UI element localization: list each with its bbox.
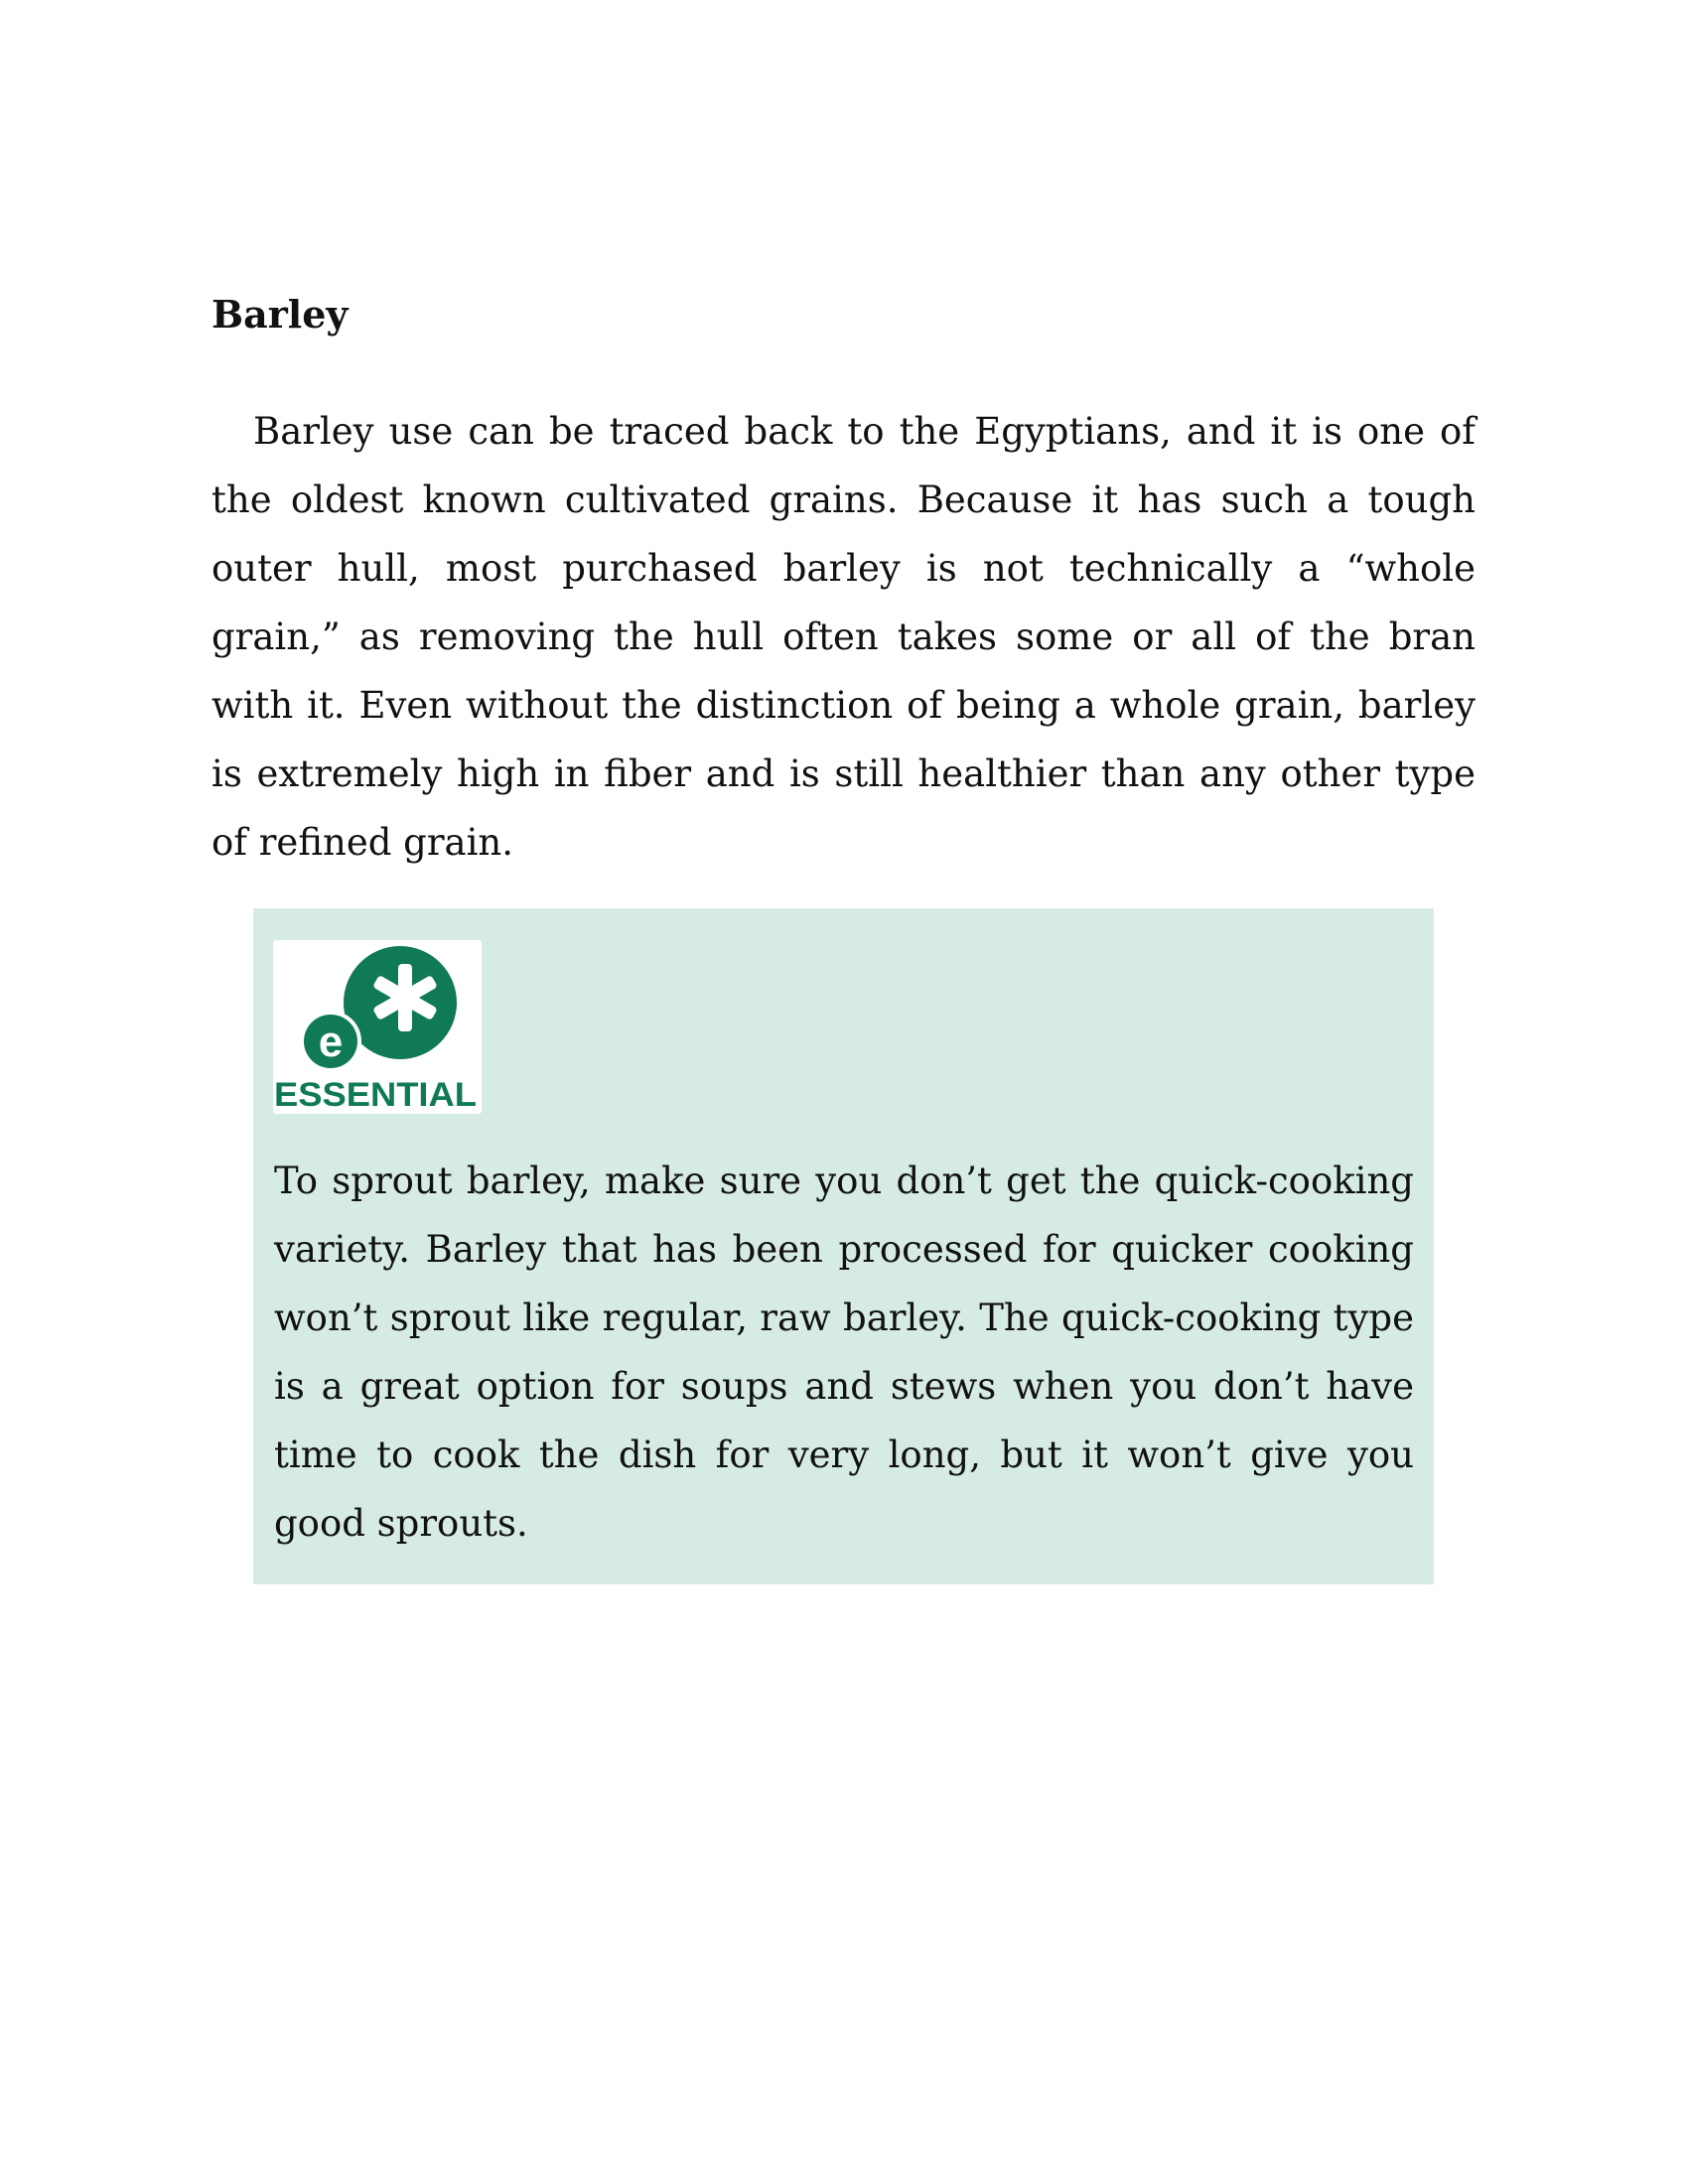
callout-text: To sprout barley, make sure you don’t get the quick-cooking variety. Barley that has been processed for quicker cooking won’t sprout like regular, raw barley. The quick-cooking type is a great option for soups and stews when you don’t have time to cook the dish for very long, but it won’t give you good sprouts.	[274, 1160, 1414, 1545]
essential-callout-box	[253, 908, 1434, 1584]
essential-logo	[273, 940, 482, 1114]
body-paragraph: Barley use can be traced back to the Egyptians, and it is one of the oldest known cultivated grains. Because it has such a tough outer hull, most purchased barley is not technically a “whole grain,” as removing the hull often takes some or all of the bran with it. Even without the distinction of being a whole grain, barley is extremely high in fiber and is still healthier than any other type of refined grain.	[211, 410, 1476, 864]
badge-letter: e	[318, 1018, 344, 1066]
badge-label: ESSENTIAL	[274, 1076, 477, 1114]
essential-asterisk-icon	[273, 940, 482, 1114]
section-heading: Barley	[211, 292, 349, 337]
